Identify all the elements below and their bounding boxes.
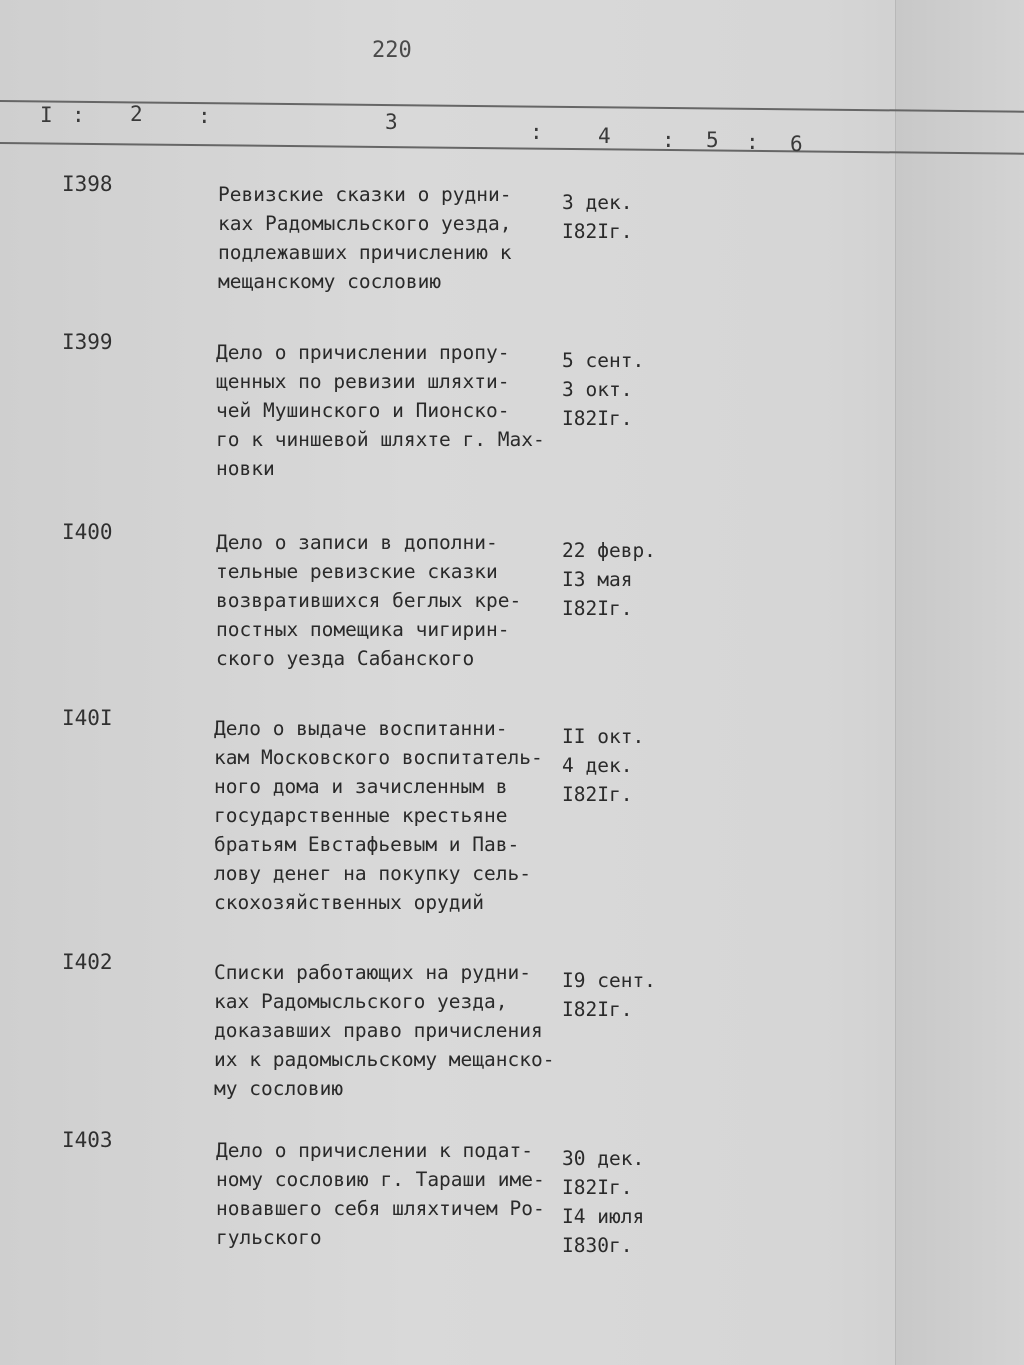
entry-date-line: I4 июля xyxy=(562,1205,645,1228)
entry-title-line: новки xyxy=(216,457,275,480)
entry-title-line: му сословию xyxy=(214,1077,344,1100)
entry-date-line: 30 дек. xyxy=(562,1147,645,1170)
entry-number: I40I xyxy=(62,706,113,730)
separator: : xyxy=(662,128,675,152)
entry-number: I403 xyxy=(62,1128,113,1152)
entry-number: I398 xyxy=(62,172,113,196)
entry-date-line: I82Iг. xyxy=(562,407,633,430)
entry-dates xyxy=(562,346,682,433)
entry-dates xyxy=(562,1144,682,1260)
entry-date-line: 4 дек. xyxy=(562,754,633,777)
column-2-header: 2 xyxy=(130,102,143,126)
entry-title-line: ского уезда Сабанского xyxy=(216,647,475,670)
entry-date-line: 3 окт. xyxy=(562,378,633,401)
entry-dates xyxy=(562,722,682,809)
entry-title-line: государственные крестьяне xyxy=(214,804,508,827)
entry-title-line: новавшего себя шляхтичем Ро- xyxy=(216,1197,545,1220)
header-bottom-rule xyxy=(0,142,1024,155)
entry-date-line: I82Iг. xyxy=(562,220,633,243)
entry-title xyxy=(214,958,574,1103)
entry-title xyxy=(214,714,574,917)
entry-title-line: Списки работающих на рудни- xyxy=(214,961,531,984)
entry-date-line: I3 мая xyxy=(562,568,633,591)
entry-date-line: 22 февр. xyxy=(562,539,656,562)
entry-title-line: тельные ревизские сказки xyxy=(216,560,498,583)
separator: : xyxy=(198,104,211,128)
entry-number: I400 xyxy=(62,520,113,544)
entry-title-line: Дело о записи в дополни- xyxy=(216,531,498,554)
entry-title-line: ках Радомысльского уезда, xyxy=(214,990,508,1013)
entry-title-line: подлежавших причислению к xyxy=(218,241,512,264)
entry-date-line: I82Iг. xyxy=(562,783,633,806)
column-4-header: 4 xyxy=(598,124,611,148)
entry-date-line: I9 сент. xyxy=(562,969,656,992)
entry-title-line: доказавших право причисления xyxy=(214,1019,543,1042)
separator: : xyxy=(72,103,85,127)
entry-date-line: I830г. xyxy=(562,1234,633,1257)
page-number: 220 xyxy=(372,38,412,63)
entry-title xyxy=(216,1136,576,1252)
column-3-header: 3 xyxy=(385,110,398,134)
entry-title xyxy=(216,528,576,673)
entry-dates xyxy=(562,966,682,1024)
entry-title-line: возвратившихся беглых кре- xyxy=(216,589,522,612)
entry-dates xyxy=(562,188,682,246)
entry-date-line: II окт. xyxy=(562,725,645,748)
column-5-header: 5 xyxy=(706,128,719,152)
entry-title-line: постных помещика чигирин- xyxy=(216,618,510,641)
entry-title-line: гульского xyxy=(216,1226,322,1249)
column-1-header: I xyxy=(40,103,53,127)
entry-title-line: скохозяйственных орудий xyxy=(214,891,485,914)
entry-title-line: ного дома и зачисленным в xyxy=(214,775,508,798)
page-edge xyxy=(895,0,1024,1365)
separator: : xyxy=(530,120,543,144)
entry-date-line: 3 дек. xyxy=(562,191,633,214)
entry-title-line: их к радомысльскому мещанско- xyxy=(214,1048,555,1071)
entry-date-line: I82Iг. xyxy=(562,1176,633,1199)
entry-number: I399 xyxy=(62,330,113,354)
entry-title-line: ках Радомысльского уезда, xyxy=(218,212,512,235)
separator: : xyxy=(746,130,759,154)
entry-title-line: кам Московского воспитатель- xyxy=(214,746,543,769)
entry-title-line: Дело о выдаче воспитанни- xyxy=(214,717,508,740)
column-6-header: 6 xyxy=(790,132,803,156)
entry-title-line: щенных по ревизии шляхти- xyxy=(216,370,510,393)
entry-date-line: I82Iг. xyxy=(562,998,633,1021)
entry-title-line: Дело о причислении к подат- xyxy=(216,1139,533,1162)
entry-title-line: чей Мушинского и Пионско- xyxy=(216,399,510,422)
entry-title-line: го к чиншевой шляхте г. Мах- xyxy=(216,428,545,451)
entry-number: I402 xyxy=(62,950,113,974)
entry-title xyxy=(216,338,576,483)
entry-title xyxy=(218,180,578,296)
entry-title-line: лову денег на покупку сель- xyxy=(214,862,531,885)
entry-title-line: Дело о причислении пропу- xyxy=(216,341,510,364)
entry-title-line: братьям Евстафьевым и Пав- xyxy=(214,833,520,856)
entry-title-line: мещанскому сословию xyxy=(218,270,442,293)
entry-date-line: 5 сент. xyxy=(562,349,645,372)
entry-dates xyxy=(562,536,682,623)
header-top-rule xyxy=(0,100,1024,113)
entry-date-line: I82Iг. xyxy=(562,597,633,620)
entry-title-line: ному сословию г. Тараши име- xyxy=(216,1168,545,1191)
entry-title-line: Ревизские сказки о рудни- xyxy=(218,183,512,206)
